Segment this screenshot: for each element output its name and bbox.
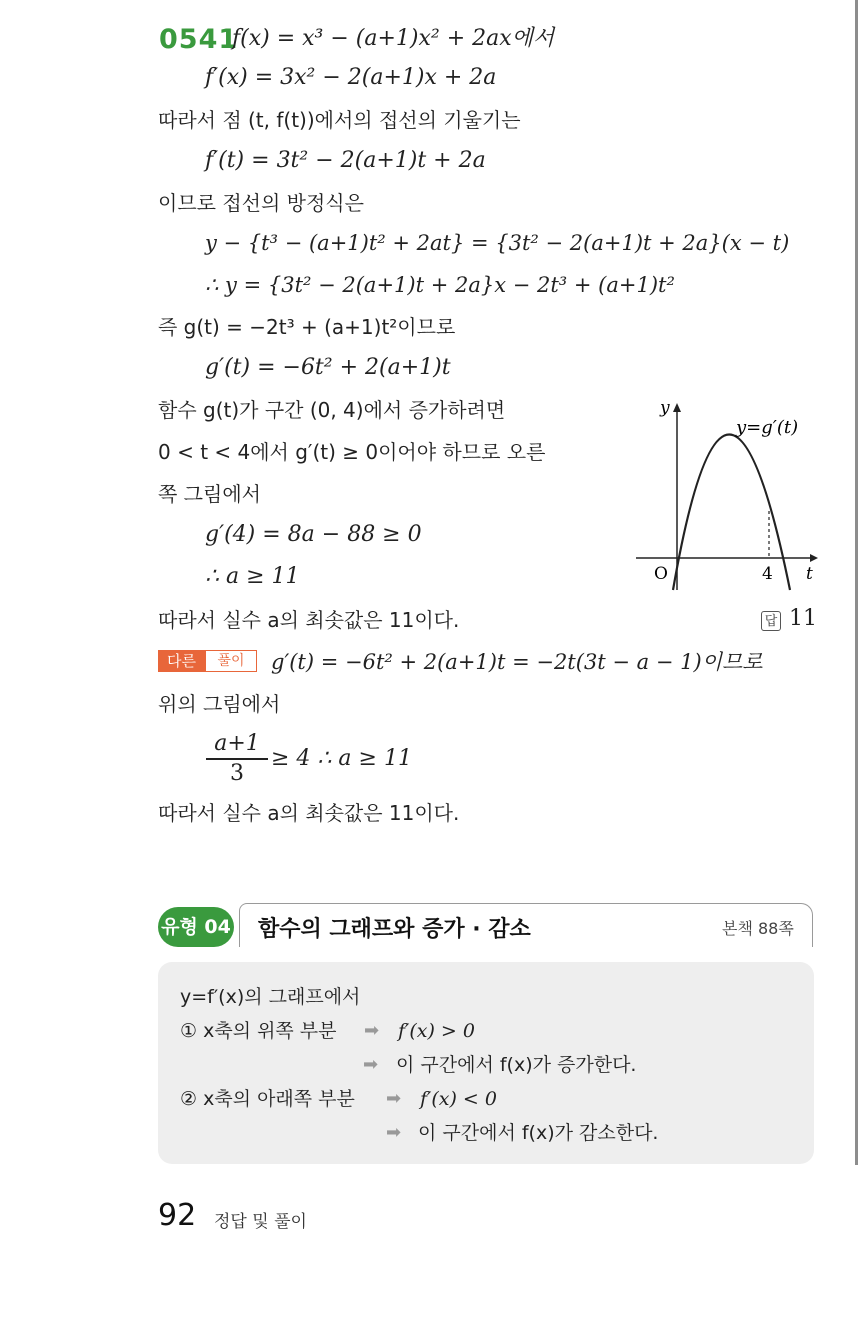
alt-conclusion: 따라서 실수 a의 최솟값은 11이다. — [158, 801, 460, 825]
summary-line-5: 이 구간에서 f(x)가 감소한다. — [418, 1122, 659, 1144]
solution-line-1: f(x) = x³ − (a+1)x² + 2ax에서 — [232, 26, 555, 51]
answer-icon: 답 — [761, 611, 781, 631]
arrow-icon: ➡ — [386, 1088, 402, 1109]
summary-line-2: ① x축의 위쪽 부분 — [180, 1020, 337, 1042]
y-axis-label: y — [660, 398, 670, 418]
solution-line-4: f′(t) = 3t² − 2(a+1)t + 2a — [205, 148, 486, 173]
origin-label: O — [654, 564, 668, 584]
arrow-icon: ➡ — [386, 1122, 402, 1143]
y-axis-arrow — [673, 403, 681, 412]
t-axis-arrow — [810, 554, 818, 562]
fraction-bar — [206, 758, 268, 760]
solution-line-11: 0 < t < 4에서 g′(t) ≥ 0이어야 하므로 오른 — [158, 440, 546, 464]
section-badge: 유형 04 — [158, 907, 234, 947]
solution-line-2: f′(x) = 3x² − 2(a+1)x + 2a — [205, 65, 497, 90]
solution-line-6: y − {t³ − (a+1)t² + 2at} = {3t² − 2(a+1)t + 2a}(x − t) — [205, 231, 790, 255]
summary-line-2-cond: f′(x) > 0 — [398, 1020, 475, 1042]
solution-line-3: 따라서 점 (t, f(t))에서의 접선의 기울기는 — [158, 108, 521, 132]
fraction-denominator: 3 — [230, 760, 244, 786]
solution-line-15: 따라서 실수 a의 최솟값은 11이다. — [158, 608, 460, 632]
derivative-graph — [630, 395, 830, 595]
alt-tag-sub: 풀이 — [205, 650, 257, 672]
problem-number: 0541 — [159, 24, 239, 55]
summary-line-1: y=f′(x)의 그래프에서 — [180, 986, 361, 1008]
fraction — [206, 731, 268, 787]
alt-inequality: ≥ 4 ∴ a ≥ 11 — [271, 746, 412, 771]
solution-line-5: 이므로 접선의 방정식은 — [158, 191, 364, 215]
solution-line-14: ∴ a ≥ 11 — [205, 564, 300, 589]
arrow-icon: ➡ — [363, 1054, 379, 1075]
fraction-numerator: a+1 — [214, 731, 260, 756]
alt-tag-main: 다른 — [158, 650, 205, 672]
alt-line-1: g′(t) = −6t² + 2(a+1)t = −2t(3t − a − 1)이므로 — [271, 650, 763, 674]
solution-line-7: ∴ y = {3t² − 2(a+1)t + 2a}x − 2t³ + (a+1)t² — [205, 273, 675, 297]
tick-4-label: 4 — [762, 564, 773, 584]
answer-value: 11 — [789, 606, 817, 631]
alt-line-2: 위의 그림에서 — [158, 692, 281, 716]
page-number: 92 — [158, 1198, 197, 1233]
solution-line-13: g′(4) = 8a − 88 ≥ 0 — [205, 522, 422, 547]
section-title: 함수의 그래프와 증가 · 감소 — [258, 917, 531, 942]
summary-line-4: ② x축의 아래쪽 부분 — [180, 1088, 355, 1110]
section-reference: 본책 88쪽 — [722, 919, 794, 938]
summary-line-3: 이 구간에서 f(x)가 증가한다. — [396, 1054, 637, 1076]
footer-label: 정답 및 풀이 — [214, 1212, 307, 1232]
arrow-icon: ➡ — [364, 1020, 380, 1041]
solution-line-12: 쪽 그림에서 — [158, 482, 261, 506]
solution-line-10: 함수 g(t)가 구간 (0, 4)에서 증가하려면 — [158, 398, 506, 422]
summary-line-4-cond: f′(x) < 0 — [420, 1088, 497, 1110]
solution-line-9: g′(t) = −6t² + 2(a+1)t — [205, 355, 451, 380]
page-edge-rule — [855, 0, 858, 1165]
solution-line-8: 즉 g(t) = −2t³ + (a+1)t²이므로 — [158, 315, 456, 339]
t-axis-label: t — [806, 564, 813, 584]
curve-label: y=g′(t) — [736, 417, 799, 438]
